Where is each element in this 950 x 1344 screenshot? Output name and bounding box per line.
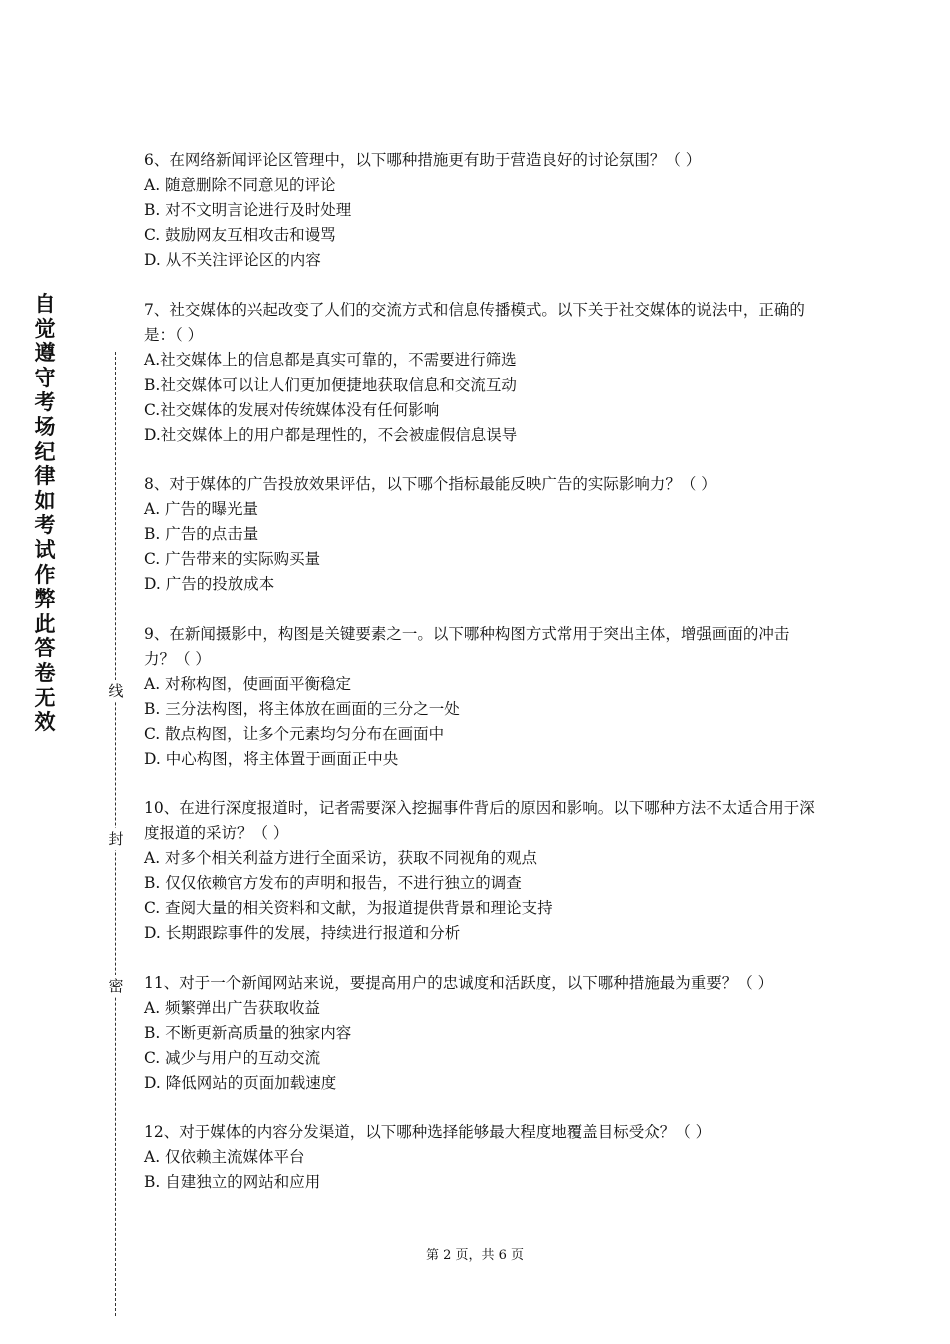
question-11 xyxy=(144,971,816,1096)
question-list xyxy=(144,148,816,1220)
question-8 xyxy=(144,472,816,597)
binding-label-secret: 密 xyxy=(106,975,126,997)
binding-label-seal: 封 xyxy=(106,828,126,850)
option-a: A. 广告的曝光量 xyxy=(144,500,259,518)
question-6 xyxy=(144,148,816,273)
option-c: C. 鼓励网友互相攻击和谩骂 xyxy=(144,226,336,244)
option-c: C. 广告带来的实际购买量 xyxy=(144,550,321,568)
question-stem: 7、社交媒体的兴起改变了人们的交流方式和信息传播模式。以下关于社交媒体的说法中，正确的是：（ ） xyxy=(144,300,805,344)
option-a: A. 随意删除不同意见的评论 xyxy=(144,176,336,194)
option-b: B. 仅仅依赖官方发布的声明和报告，不进行独立的调查 xyxy=(144,874,522,892)
question-12 xyxy=(144,1120,816,1195)
option-b: B. 不断更新高质量的独家内容 xyxy=(144,1023,352,1042)
option-c: C. 散点构图，让多个元素均匀分布在画面中 xyxy=(144,724,445,743)
option-c: C.社交媒体的发展对传统媒体没有任何影响 xyxy=(144,400,440,419)
option-d: D. 从不关注评论区的内容 xyxy=(144,251,321,269)
option-d: D. 降低网站的页面加载速度 xyxy=(144,1073,337,1092)
option-a: A. 对称构图，使画面平衡稳定 xyxy=(144,674,352,693)
option-d: D. 中心构图，将主体置于画面正中央 xyxy=(144,749,399,768)
question-7 xyxy=(144,298,816,448)
option-a: A.社交媒体上的信息都是真实可靠的，不需要进行筛选 xyxy=(144,350,517,369)
option-d: D.社交媒体上的用户都是理性的，不会被虚假信息误导 xyxy=(144,425,518,444)
option-c: C. 减少与用户的互动交流 xyxy=(144,1048,321,1067)
option-a: A. 频繁弹出广告获取收益 xyxy=(144,998,321,1017)
option-d: D. 广告的投放成本 xyxy=(144,575,275,593)
binding-label-line: 线 xyxy=(106,680,126,702)
option-b: B. 三分法构图，将主体放在画面的三分之一处 xyxy=(144,699,460,718)
question-stem: 10、在进行深度报道时，记者需要深入挖掘事件背后的原因和影响。以下哪种方法不太适合用于深度报道的采访？（ ） xyxy=(144,799,815,842)
option-b: B.社交媒体可以让人们更加便捷地获取信息和交流互动 xyxy=(144,375,517,394)
option-b: B. 广告的点击量 xyxy=(144,525,259,543)
question-9 xyxy=(144,622,816,772)
question-stem: 6、在网络新闻评论区管理中，以下哪种措施更有助于营造良好的讨论氛围？（ ） xyxy=(144,151,702,169)
question-stem: 8、对于媒体的广告投放效果评估，以下哪个指标最能反映广告的实际影响力？（ ） xyxy=(144,475,717,493)
option-a: A. 对多个相关利益方进行全面采访，获取不同视角的观点 xyxy=(144,849,538,867)
option-b: B. 对不文明言论进行及时处理 xyxy=(144,201,352,219)
exam-discipline-warning: 自觉遵守考场纪律如考试作弊此答卷无效 xyxy=(34,292,56,735)
option-d: D. 长期跟踪事件的发展，持续进行报道和分析 xyxy=(144,924,461,942)
question-stem: 9、在新闻摄影中，构图是关键要素之一。以下哪种构图方式常用于突出主体，增强画面的冲击力？（ ） xyxy=(144,624,790,668)
page-number: 第 2 页，共 6 页 xyxy=(425,1248,525,1263)
question-stem: 11、对于一个新闻网站来说，要提高用户的忠诚度和活跃度，以下哪种措施最为重要？（ ） xyxy=(144,973,774,992)
option-a: A. 仅依赖主流媒体平台 xyxy=(144,1148,305,1166)
question-10 xyxy=(144,796,816,946)
question-stem: 12、对于媒体的内容分发渠道，以下哪种选择能够最大程度地覆盖目标受众？（ ） xyxy=(144,1123,712,1141)
option-b: B. 自建独立的网站和应用 xyxy=(144,1173,321,1191)
option-c: C. 查阅大量的相关资料和文献，为报道提供背景和理论支持 xyxy=(144,899,553,917)
